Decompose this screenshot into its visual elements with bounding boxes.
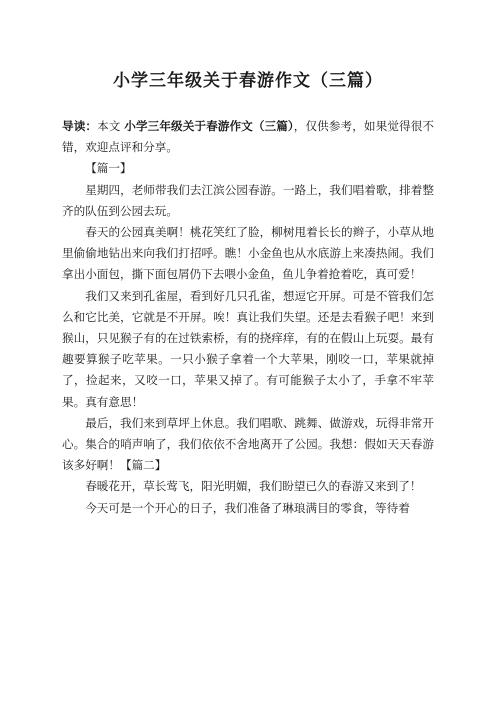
body-paragraph: 我们又来到孔雀屋，看到好几只孔雀，想逗它开屏。可是不管我们怎么和它比美，它就是不开屏。唉！真让我们失望。还是去看猴子吧！来到猴山，只见猴子有的在过铁索桥，有的挠痒痒，有的在假山上玩耍。最有趣要算猴子吃苹果。一只小猴子拿着一个大苹果，刚咬一口，苹果就掉了，捡起来，又咬一口，苹果又掉了。有可能猴子太小了，手拿不牢苹果。真有意思！ [62, 288, 434, 409]
body-paragraph: 春天的公园真美啊！桃花笑红了脸，柳树甩着长长的辫子，小草从地里偷偷地钻出来向我们打招呼。瞧！小金鱼也从水底游上来凑热闹。我们拿出小面包，撕下面包屑仍下去喂小金鱼，鱼儿争着抢着吃，真可爱！ [62, 225, 434, 282]
body-paragraph: 最后，我们来到草坪上休息。我们唱歌、跳舞、做游戏，玩得非常开心。集合的哨声响了，我们依依不舍地离开了公园。我想：假如天天春游该多好啊！【篇二】 [62, 415, 434, 473]
document-title: 小学三年级关于春游作文（三篇） [113, 71, 383, 91]
section-heading-1: 【篇一】 [85, 161, 132, 176]
body-paragraph: 今天可是一个开心的日子，我们准备了琳琅满目的零食，等待着 [85, 500, 410, 515]
lead-paragraph [62, 116, 434, 158]
body-paragraph: 星期四，老师带我们去江滨公园春游。一路上，我们唱着歌，排着整齐的队伍到公园去玩。 [62, 182, 434, 218]
lead-article-title: 小学三年级关于春游作文（三篇） [124, 119, 294, 133]
document-body [62, 116, 434, 519]
lead-suffix: ，仅供参考，如果觉得很不错，欢迎点评和分享。 [62, 119, 434, 155]
body-paragraph: 春暖花开，草长莺飞，阳光明媚，我们盼望已久的春游又来到了！ [85, 479, 422, 494]
lead-prefix: 本文 [97, 119, 121, 133]
lead-label: 导读： [62, 119, 98, 133]
